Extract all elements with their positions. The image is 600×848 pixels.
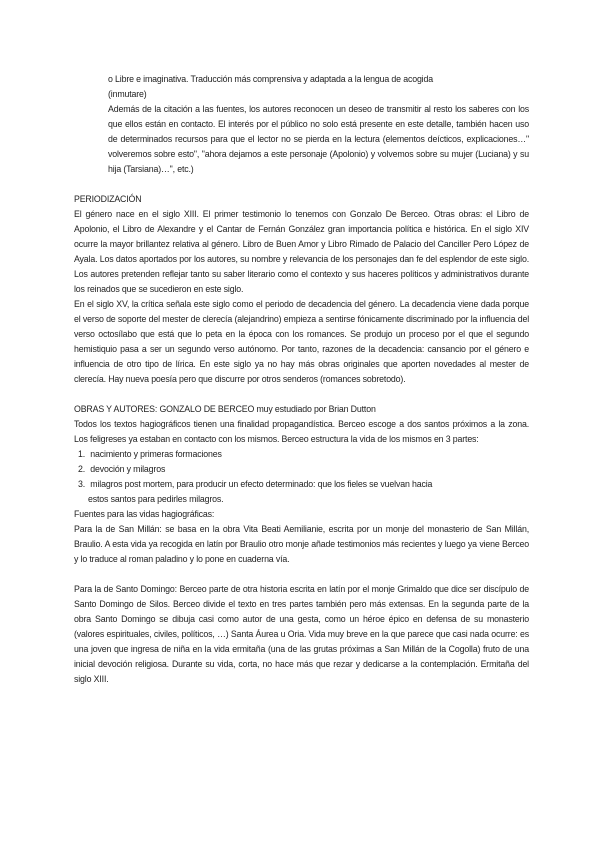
santo-domingo-paragraph: Para la de Santo Domingo: Berceo parte de otra historia escrita en latín por el monje Grimaldo que dice ser discípulo de Santo Domingo de Silos. Berceo divide el texto en tres partes también pero más extensas. En la segunda parte de la obra Santo Domingo se dibuja casi como autor de una gesta, como un héroe épico en defensa de su monasterio (valores espirituales, civiles, políticos, …) Santa Áurea u Oria. Vida muy breve en la que parece que casi nada ocurre: es una joven que ingresa de niña en la vida ermitaña (una de las grutas próximas a San Millán de la Cogolla) fruto de una inicial devoción religiosa. Durante su vida, corta, no hace más que rezar y dedicarse a la contemplación. Ermitaña del siglo XIII. bbox=[74, 584, 529, 684]
list-item-continuation: estos santos para pedirles milagros. bbox=[88, 494, 224, 504]
intro-paragraph: Además de la citación a las fuentes, los autores reconocen un deseo de transmitir al resto los saberes con los que ellos están en contacto. El interés por el público no solo está presente en este detalle, también hacen uso de determinados recursos para que el lector no se pierda en la lectura (elementos deícticos, explicaciones…" volveremos sobre esto", "ahora dejamos a este personaje (Apolonio) y volvemos sobre su mujer (Luciana) y su hija (Tarsiana)…", etc.) bbox=[108, 104, 529, 174]
obras-heading: OBRAS Y AUTORES: GONZALO DE BERCEO muy estudiado por Brian Dutton bbox=[74, 404, 376, 414]
bullet-libre-line1: o Libre e imaginativa. Traducción más comprensiva y adaptada a la lengua de acogida bbox=[108, 74, 433, 84]
periodizacion-paragraph-1: El género nace en el siglo XIII. El primer testimonio lo tenemos con Gonzalo De Berceo. Otras obras: el Libro de Apolonio, el Libro de Alexandre y el Cantar de Fernán González gran importancia política e histórica. En el siglo XIV ocurre la mayor brillantez relativa al género. Libro de Buen Amor y Libro Rimado de Palacio del Canciller Pero López de Ayala. Los datos aportados por los autores, su nombre y relevancia de los personajes dan fe del esplendor de este siglo. Los autores pretenden reflejar tanto su saber literario como el contexto y sus haceres políticos y administrativos durante los reinados que se sucedieron en este siglo. bbox=[74, 209, 529, 294]
fuentes-label: Fuentes para las vidas hagiográficas: bbox=[74, 509, 215, 519]
list-item: 1. nacimiento y primeras formaciones bbox=[78, 449, 222, 459]
periodizacion-paragraph-2: En el siglo XV, la crítica señala este siglo como el periodo de decadencia del género. La decadencia viene dada porque el verso de soporte del mester de clerecía (alejandrino) empieza a sentirse fónicamente discriminado por la influencia del verso octosílabo que está que lo peta en la época con los romances. Se produjo un proceso por el que el segundo hemistiquio pasa a ser un segundo verso autónomo. Por tanto, razones de la decadencia: cansancio por el género e influencia de otro tipo de lírica. En este siglo ya no hay más obras originales que aporten novedades al mester de clerecía. Hay nueva poesía pero que discurre por otros senderos (romances sobretodo). bbox=[74, 299, 529, 384]
san-millan-paragraph: Para la de San Millán: se basa en la obra Vita Beati Aemilianie, escrita por un monje del monasterio de San Millán, Braulio. A esta vida ya recogida en latín por Braulio otro monje añade testimonios más recientes y luego ya viene Berceo y lo traduce al roman paladino y lo pone en cuaderna vía. bbox=[74, 524, 529, 564]
partes-list bbox=[74, 447, 529, 507]
list-item: 3. milagros post mortem, para producir un efecto determinado: que los fieles se vuelvan hacia bbox=[78, 479, 433, 489]
list-item: 2. devoción y milagros bbox=[78, 464, 166, 474]
periodizacion-heading: PERIODIZACIÓN bbox=[74, 194, 142, 204]
obras-paragraph: Todos los textos hagiográficos tienen una finalidad propagandística. Berceo escoge a dos santos próximos a la zona. Los feligreses ya estaban en contacto con los mismos. Berceo estructura la vida de los mismos en 3 partes: bbox=[74, 419, 529, 444]
bullet-libre-line2: (inmutare) bbox=[108, 89, 147, 99]
document-body bbox=[74, 72, 529, 687]
